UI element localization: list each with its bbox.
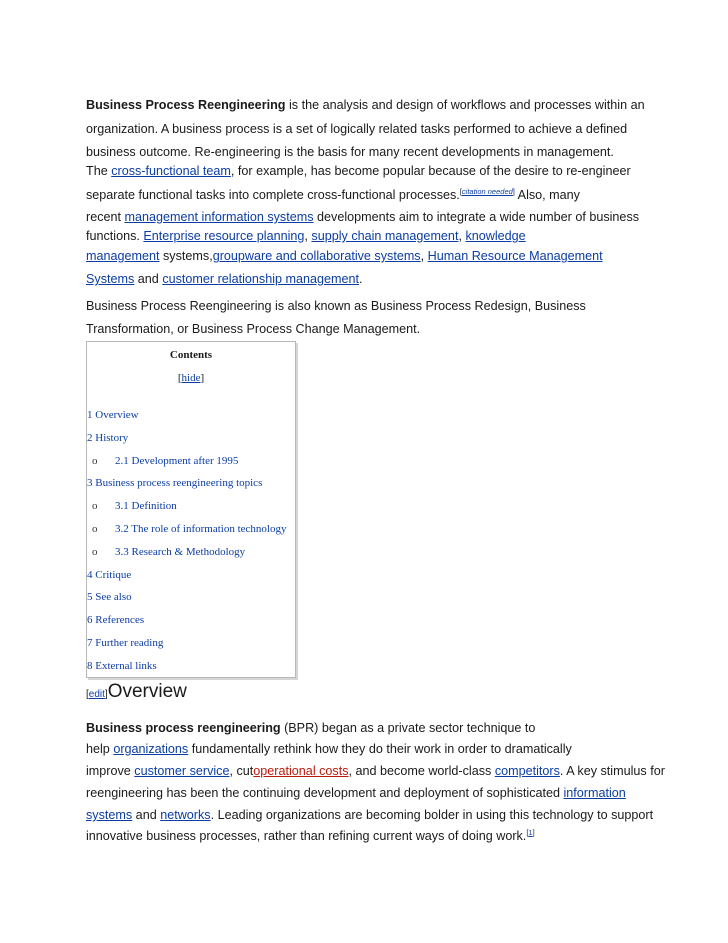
intro-line-4: The cross-functional team, for example, has become popular because of the desire to re-engineer [86, 164, 631, 178]
toc-item [87, 569, 131, 581]
bullet-icon: o [92, 546, 98, 558]
overview-line-4: reengineering has been the continuing development and deployment of sophisticated information [86, 786, 626, 800]
toc-link-further-reading[interactable]: 7 Further reading [87, 637, 164, 649]
toc-title: Contents [169, 349, 213, 361]
term-bpr: Business Process Reengineering [86, 98, 286, 112]
aka-line-2: Transformation, or Business Process Change Management. [86, 322, 421, 336]
toc-item [87, 432, 128, 444]
link-crm[interactable]: customer relationship management [162, 272, 360, 286]
toc-item [87, 660, 157, 672]
link-information-systems-1[interactable]: information [563, 786, 626, 800]
link-management-information-systems[interactable]: management information systems [124, 210, 314, 224]
overview-line-6: innovative business processes, rather than refining current ways of doing work.[1] [86, 828, 535, 843]
toc-item [87, 637, 163, 649]
reference-1: [1] [526, 828, 535, 837]
term-bpr-lower: Business process reengineering [86, 721, 281, 735]
toc-link-development-after-1995[interactable]: 2.1 Development after 1995 [115, 455, 239, 467]
intro-line-9: Systems and customer relationship management. [86, 272, 363, 286]
overview-line-5: systems and networks. Leading organizations are becoming bolder in using this technology to support [86, 808, 654, 822]
intro-line-3: business outcome. Re-engineering is the basis for many recent developments in management. [86, 145, 614, 159]
edit-section: [edit] [86, 689, 108, 700]
toc-item [87, 409, 139, 421]
toc-link-bpr-topics[interactable]: 3 Business process reengineering topics [87, 477, 263, 489]
bullet-icon: o [92, 523, 98, 535]
section-heading-overview [86, 681, 187, 703]
link-organizations[interactable]: organizations [113, 742, 189, 756]
intro-line-8: management systems,groupware and collaborative systems, Human Resource Management [86, 249, 603, 263]
link-competitors[interactable]: competitors [494, 764, 560, 778]
intro-line-6: recent management information systems developments aim to integrate a wide number of business [86, 210, 640, 224]
edit-link[interactable]: edit [88, 689, 105, 700]
link-groupware[interactable]: groupware and collaborative systems [212, 249, 421, 263]
intro-line-7: functions. Enterprise resource planning, supply chain management, knowledge [86, 229, 526, 243]
bullet-icon: o [92, 500, 98, 512]
link-cross-functional-team[interactable]: cross-functional team [111, 164, 231, 178]
intro-line-5: separate functional tasks into complete cross-functional processes.[citation needed] Also, many [86, 187, 580, 202]
intro-line-2: organization. A business process is a set of logically related tasks performed to achieve a defined [86, 122, 628, 136]
toc-link-critique[interactable]: 4 Critique [87, 569, 132, 581]
overview-line-1: Business process reengineering (BPR) began as a private sector technique to [86, 721, 536, 735]
section-title: Overview [107, 681, 187, 702]
toc-link-role-of-it[interactable]: 3.2 The role of information technology [115, 523, 287, 535]
link-information-systems-2[interactable]: systems [86, 808, 133, 822]
toc-item [87, 614, 144, 626]
toc-link-references[interactable]: 6 References [87, 614, 145, 626]
toc-hide-toggle: [hide] [177, 372, 205, 384]
link-networks[interactable]: networks [160, 808, 211, 822]
toc-item [87, 591, 132, 603]
citation-needed: [citation needed] [459, 187, 515, 196]
link-hrm-systems-2[interactable]: Systems [86, 272, 135, 286]
link-customer-service[interactable]: customer service [134, 764, 230, 778]
toc-hide-link[interactable]: hide [181, 372, 201, 384]
toc-link-external-links[interactable]: 8 External links [87, 660, 157, 672]
link-knowledge-management-1[interactable]: knowledge [465, 229, 526, 243]
toc-item [87, 477, 262, 489]
toc-link-see-also[interactable]: 5 See also [87, 591, 132, 603]
toc-link-definition[interactable]: 3.1 Definition [115, 500, 177, 512]
overview-line-2: help organizations fundamentally rethink how they do their work in order to dramatically [86, 742, 572, 756]
link-knowledge-management-2[interactable]: management [86, 249, 160, 263]
table-of-contents [86, 341, 296, 678]
toc-link-history[interactable]: 2 History [87, 432, 129, 444]
link-operational-costs[interactable]: operational costs [253, 764, 349, 778]
link-enterprise-resource-planning[interactable]: Enterprise resource planning [143, 229, 305, 243]
toc-link-research-methodology[interactable]: 3.3 Research & Methodology [115, 546, 246, 558]
link-citation-needed[interactable]: citation needed [461, 187, 513, 196]
intro-line-1: Business Process Reengineering is the analysis and design of workflows and processes within an [86, 98, 645, 112]
link-hrm-systems-1[interactable]: Human Resource Management [427, 249, 603, 263]
bullet-icon: o [92, 455, 98, 467]
aka-line-1: Business Process Reengineering is also known as Business Process Redesign, Business [86, 299, 586, 313]
overview-line-3: improve customer service, cutoperational costs, and become world-class competitors. A key stimulus for [86, 764, 665, 778]
link-reference-1[interactable]: 1 [528, 828, 533, 837]
link-supply-chain-management[interactable]: supply chain management [311, 229, 459, 243]
toc-link-overview[interactable]: 1 Overview [87, 409, 139, 421]
